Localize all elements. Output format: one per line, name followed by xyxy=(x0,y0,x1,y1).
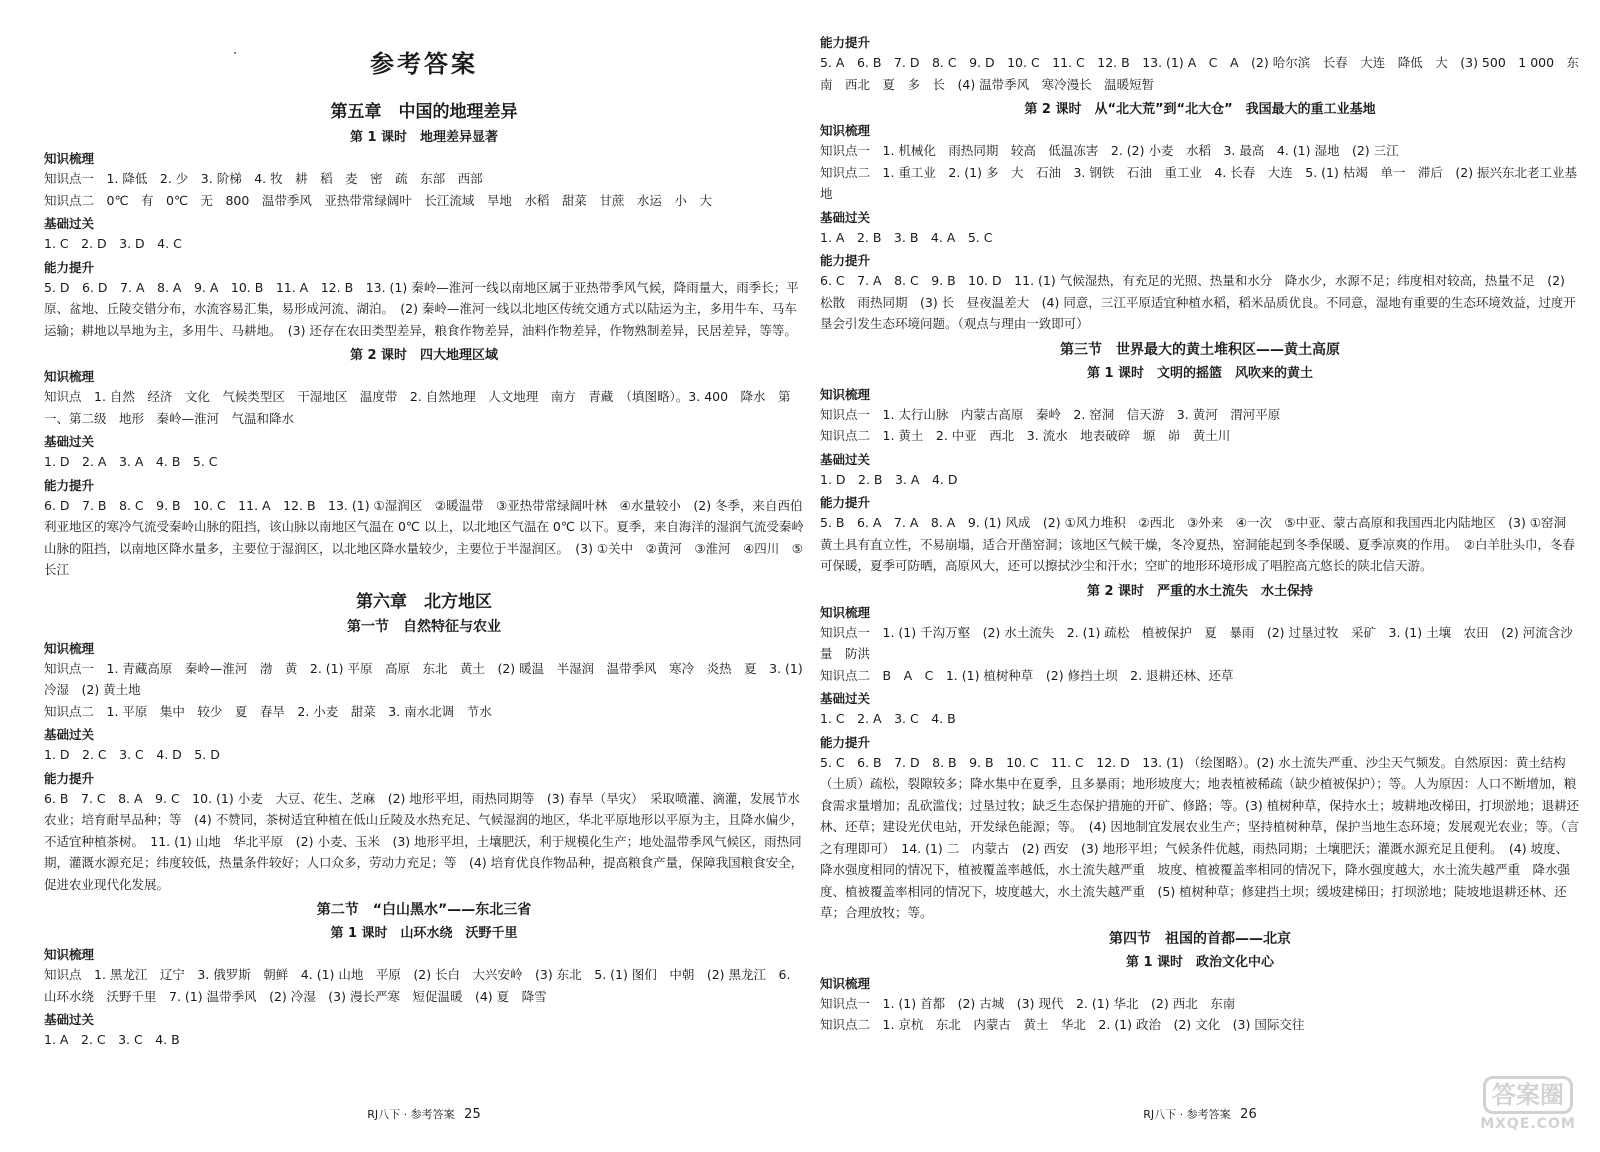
answer-line: 知识点一 1. (1) 首都 (2) 古城 (3) 现代 2. (1) 华北 (2) 西北 东南 xyxy=(820,995,1236,1011)
section-label: 知识梳理 xyxy=(820,123,871,138)
answer-line: 5. B 6. A 7. A 8. A 9. (1) 风成 (2) ①风力堆积 ②西北 ③外来 ④一次 ⑤中亚、蒙古高原和我国西北内陆地区 (3) ①窑洞 黄土具有直立性，不易崩塌，适合开凿窑洞；该地区气候干燥，冬冷夏热，窑洞能起到冬季保暖、夏季凉爽的作用。 ②白羊肚头巾，冬春可保暖，夏季可防晒，高原风大，还可以擦拭沙尘和汗水；空旷的地形环境形成了唱腔高亢悠长的陕北信天游。 xyxy=(820,515,1579,573)
answer-line: 1. D 2. A 3. A 4. B 5. C xyxy=(44,454,218,469)
section-heading: 第一节 自然特征与农业 xyxy=(347,618,501,635)
answer-line: 1. C 2. D 3. D 4. C xyxy=(44,236,182,251)
section-heading: 第三节 世界最大的黄土堆积区——黄土高原 xyxy=(1060,341,1340,358)
section-label: 基础过关 xyxy=(820,451,871,467)
section-label: 能力提升 xyxy=(820,495,871,510)
left-page xyxy=(44,0,804,1152)
section-heading: 第二节 “白山黑水”——东北三省 xyxy=(316,902,532,918)
section-label: 基础过关 xyxy=(44,1012,95,1027)
right-page xyxy=(820,0,1580,1152)
answer-line: 知识点一 1. (1) 千沟万壑 (2) 水土流失 2. (1) 疏松 植被保护 夏 暴雨 (2) 过垦过牧 采矿 3. (1) 土壤 农田 (2) 河流含沙量 防洪 xyxy=(820,624,1573,661)
section-label: 基础过关 xyxy=(820,691,871,706)
answer-line: 6. D 7. B 8. C 9. B 10. C 11. A 12. B 13. (1) ①湿润区 ②暖温带 ③亚热带常绿阔叶林 ④水量较小 (2) 冬季，来自西伯利亚地区的寒冷气流受秦岭山脉的阻挡，该山脉以南地区气温在 0℃ 以上，以北地区气温在 0℃ 以下。夏季，来自海洋的湿润气流受秦岭山脉的阻挡，以南地区降水量多，主要位于湿润区，以北地区降水量较少，主要位于半湿润区。 (3) ①关中 ②黄河 ③淮河 ④四川 ⑤长江 xyxy=(44,497,804,577)
section-heading: 第四节 祖国的首都——北京 xyxy=(1109,930,1291,947)
answer-line: 知识点二 0℃ 有 0℃ 无 800 温带季风 亚热带常绿阔叶 长江流域 旱地 水稻 甜菜 甘蔗 水运 小 大 xyxy=(44,192,712,208)
section-label: 知识梳理 xyxy=(44,151,95,166)
answer-line: 5. A 6. B 7. D 8. C 9. D 10. C 11. C 12. B 13. (1) A C A (2) 哈尔滨 长春 大连 降低 大 (3) 500 1 000 东南 西北 夏 多 长 (4) 温带季风 寒冷漫长 温暖短暂 xyxy=(820,55,1580,92)
footer-label: RJ八下 · 参考答案 xyxy=(367,1108,455,1121)
answer-line: 5. D 6. D 7. A 8. A 9. A 10. B 11. A 12. B 13. (1) 秦岭—淮河一线以南地区属于亚热带季风气候，降雨量大，雨季长；平原、盆地、丘陵交错分布，水流容易汇集，易形成河流、湖泊。 (2) 秦岭—淮河一线以北地区传统交通方式以陆运为主，多用牛车、马车运输；耕地以旱地为主，多用牛、马耕地。 (3) 还存在农田类型差异，粮食作物差异，油料作物差异，作物熟制差异，民居差异，等等。 xyxy=(44,279,799,338)
lesson-heading: 第 1 课时 政治文化中心 xyxy=(1125,954,1275,970)
answer-line: 1. A 2. B 3. B 4. A 5. C xyxy=(820,229,993,245)
page-footer xyxy=(44,1106,804,1122)
footer-label: RJ八下 · 参考答案 xyxy=(1143,1108,1231,1121)
section-label: 知识梳理 xyxy=(44,947,95,962)
lesson-heading: 第 1 课时 文明的摇篮 风吹来的黄土 xyxy=(1086,365,1314,381)
section-label: 能力提升 xyxy=(820,734,871,750)
print-dot xyxy=(234,52,236,54)
answer-line: 知识点二 1. 京杭 东北 内蒙古 黄土 华北 2. (1) 政治 (2) 文化 (3) 国际交往 xyxy=(820,1017,1305,1032)
page-footer xyxy=(820,1106,1580,1122)
lesson-heading: 第 2 课时 严重的水土流失 水土保持 xyxy=(1086,583,1314,599)
answer-line: 1. A 2. C 3. C 4. B xyxy=(44,1032,180,1047)
answer-line: 知识点一 1. 降低 2. 少 3. 阶梯 4. 牧 耕 稻 麦 密 疏 东部 西部 xyxy=(44,171,483,186)
lesson-heading: 第 2 课时 四大地理区域 xyxy=(349,348,499,363)
answer-line: 知识点二 B A C 1. (1) 植树种草 (2) 修挡土坝 2. 退耕还林、还草 xyxy=(820,667,1234,683)
section-label: 能力提升 xyxy=(44,477,95,493)
section-label: 基础过关 xyxy=(44,216,95,231)
answer-line: 6. B 7. C 8. A 9. C 10. (1) 小麦 大豆、花生、芝麻 (2) 地形平坦，雨热同期等 (3) 春旱（旱灾） 采取喷灌、滴灌，发展节水农业；培育耐旱品种；等 (4) 不赞同，茶树适宜种植在低山丘陵及水热充足、气候湿润的地区，华北平原地形以平原为主，且降水偏少，不适宜种植茶树。 11. (1) 山地 华北平原 (2) 小麦、玉米 (3) 地形平坦，土壤肥沃，利于规模化生产；地处温带季风气候区，雨热同期，灌溉水源充足；纬度较低，热量条件较好；人口众多，劳动力充足；等 (4) 培育优良作物品种，提高粮食产量，保障我国粮食安全，促进农业现代化发展。 xyxy=(44,790,804,892)
section-label: 基础过关 xyxy=(44,434,95,449)
watermark-brand: 答案圈 xyxy=(1483,1076,1573,1114)
answer-line: 知识点 1. 自然 经济 文化 气候类型区 干湿地区 温度带 2. 自然地理 人文地理 南方 青藏 （填图略）。3. 400 降水 第一、第二级 地形 秦岭—淮河 气温和降水 xyxy=(44,389,791,426)
answer-line: 知识点一 1. 青藏高原 秦岭—淮河 渤 黄 2. (1) 平原 高原 东北 黄土 (2) 暖温 半湿润 温带季风 寒冷 炎热 夏 3. (1) 冷湿 (2) 黄土地 xyxy=(44,660,803,697)
lesson-heading: 第 1 课时 地理差异显著 xyxy=(349,130,499,145)
answer-line: 知识点 1. 黑龙江 辽宁 3. 俄罗斯 朝鲜 4. (1) 山地 平原 (2) 长白 大兴安岭 (3) 东北 5. (1) 图们 中朝 (2) 黑龙江 6. 山环水绕 沃野千里 7. (1) 温带季风 (2) 冷湿 (3) 漫长严寒 短促温暖 (4) 夏 降雪 xyxy=(44,967,791,1004)
section-label: 知识梳理 xyxy=(820,386,871,402)
answer-line: 6. C 7. A 8. C 9. B 10. D 11. (1) 气候湿热，有充足的光照、热量和水分 降水少，水源不足；纬度相对较高，热量不足 (2) 松散 雨热同期 (3) 长 昼夜温差大 (4) 同意，三江平原适宜种植水稻，稻米品质优良。不同意，湿地有重要的生态环境效益，过度开垦会引发生态环境问题。（观点与理由一致即可） xyxy=(820,273,1576,331)
section-label: 能力提升 xyxy=(820,253,871,268)
answer-line: 知识点二 1. 重工业 2. (1) 多 大 石油 3. 钢铁 石油 重工业 4. 长春 大连 5. (1) 枯竭 单一 滞后 (2) 振兴东北老工业基地 xyxy=(820,164,1578,201)
section-label: 能力提升 xyxy=(44,770,95,786)
section-label: 能力提升 xyxy=(820,35,871,50)
watermark-url: MXQE.COM xyxy=(1480,1116,1576,1132)
answer-line: 1. D 2. C 3. C 4. D 5. D xyxy=(44,747,220,762)
section-label: 知识梳理 xyxy=(820,604,871,620)
section-label: 知识梳理 xyxy=(44,640,95,656)
chapter-heading: 第五章 中国的地理差异 xyxy=(330,102,518,122)
answer-line: 知识点一 1. 太行山脉 内蒙古高原 秦岭 2. 窑洞 信天游 3. 黄河 渭河平原 xyxy=(820,406,1281,422)
lesson-heading: 第 1 课时 山环水绕 沃野千里 xyxy=(330,926,518,941)
answer-line: 1. C 2. A 3. C 4. B xyxy=(820,711,956,726)
section-label: 能力提升 xyxy=(44,259,95,275)
answer-line: 5. C 6. B 7. D 8. B 9. B 10. C 11. C 12. D 13. (1) （绘图略）。(2) 水土流失严重、沙尘天气频发。自然原因：黄土结构（土质）疏松，裂隙较多；降水集中在夏季，且多暴雨；地形坡度大；地表植被稀疏（缺少植被保护）；等。人为原因：人口不断增加，粮食需求量增加；乱砍滥伐；过垦过牧；缺乏生态保护措施的开矿、修路；等。(3) 植树种草，保持水土；坡耕地改梯田，打坝淤地；退耕还林、还草；建设光伏电站，开发绿色能源；等。 (4) 因地制宜发展农业生产；坚持植树种草，保护当地生态环境；发展观光农业；等。（言之有理即可） 14. (1) 二 内蒙古 (2) 西安 (3) 地形平坦；气候条件优越，雨热同期；土壤肥沃；灌溉水源充足且便利。 (4) 坡度、降水强度相同的情况下，植被覆盖率越低，水土流失越严重 坡度、植被覆盖率相同的情况下，降水强度越大，水土流失越严重 降水强度、植被覆盖率相同的情况下，坡度越大，水土流失越严重 (5) 植树种草；修建挡土坝；缓坡建梯田；打坝淤地；陡坡地退耕还林、还草；合理放牧；等。 xyxy=(820,754,1580,920)
lesson-heading: 第 2 课时 从“北大荒”到“北大仓” 我国最大的重工业基地 xyxy=(1024,102,1376,117)
section-label: 知识梳理 xyxy=(44,369,95,384)
answer-line: 1. D 2. B 3. A 4. D xyxy=(820,471,958,487)
section-label: 基础过关 xyxy=(820,209,871,225)
page-number: 26 xyxy=(1240,1107,1257,1122)
watermark-logo xyxy=(1478,1076,1578,1136)
answer-line: 知识点二 1. 黄土 2. 中亚 西北 3. 流水 地表破碎 塬 峁 黄土川 xyxy=(820,428,1231,443)
page-title: 参考答案 xyxy=(370,50,478,78)
answer-line: 知识点一 1. 机械化 雨热同期 较高 低温冻害 2. (2) 小麦 水稻 3. 最高 4. (1) 湿地 (2) 三江 xyxy=(820,143,1399,158)
chapter-heading: 第六章 北方地区 xyxy=(356,591,492,612)
section-label: 知识梳理 xyxy=(820,975,871,991)
page-number: 25 xyxy=(464,1107,481,1122)
answer-line: 知识点二 1. 平原 集中 较少 夏 春旱 2. 小麦 甜菜 3. 南水北调 节水 xyxy=(44,703,492,719)
section-label: 基础过关 xyxy=(44,727,95,742)
